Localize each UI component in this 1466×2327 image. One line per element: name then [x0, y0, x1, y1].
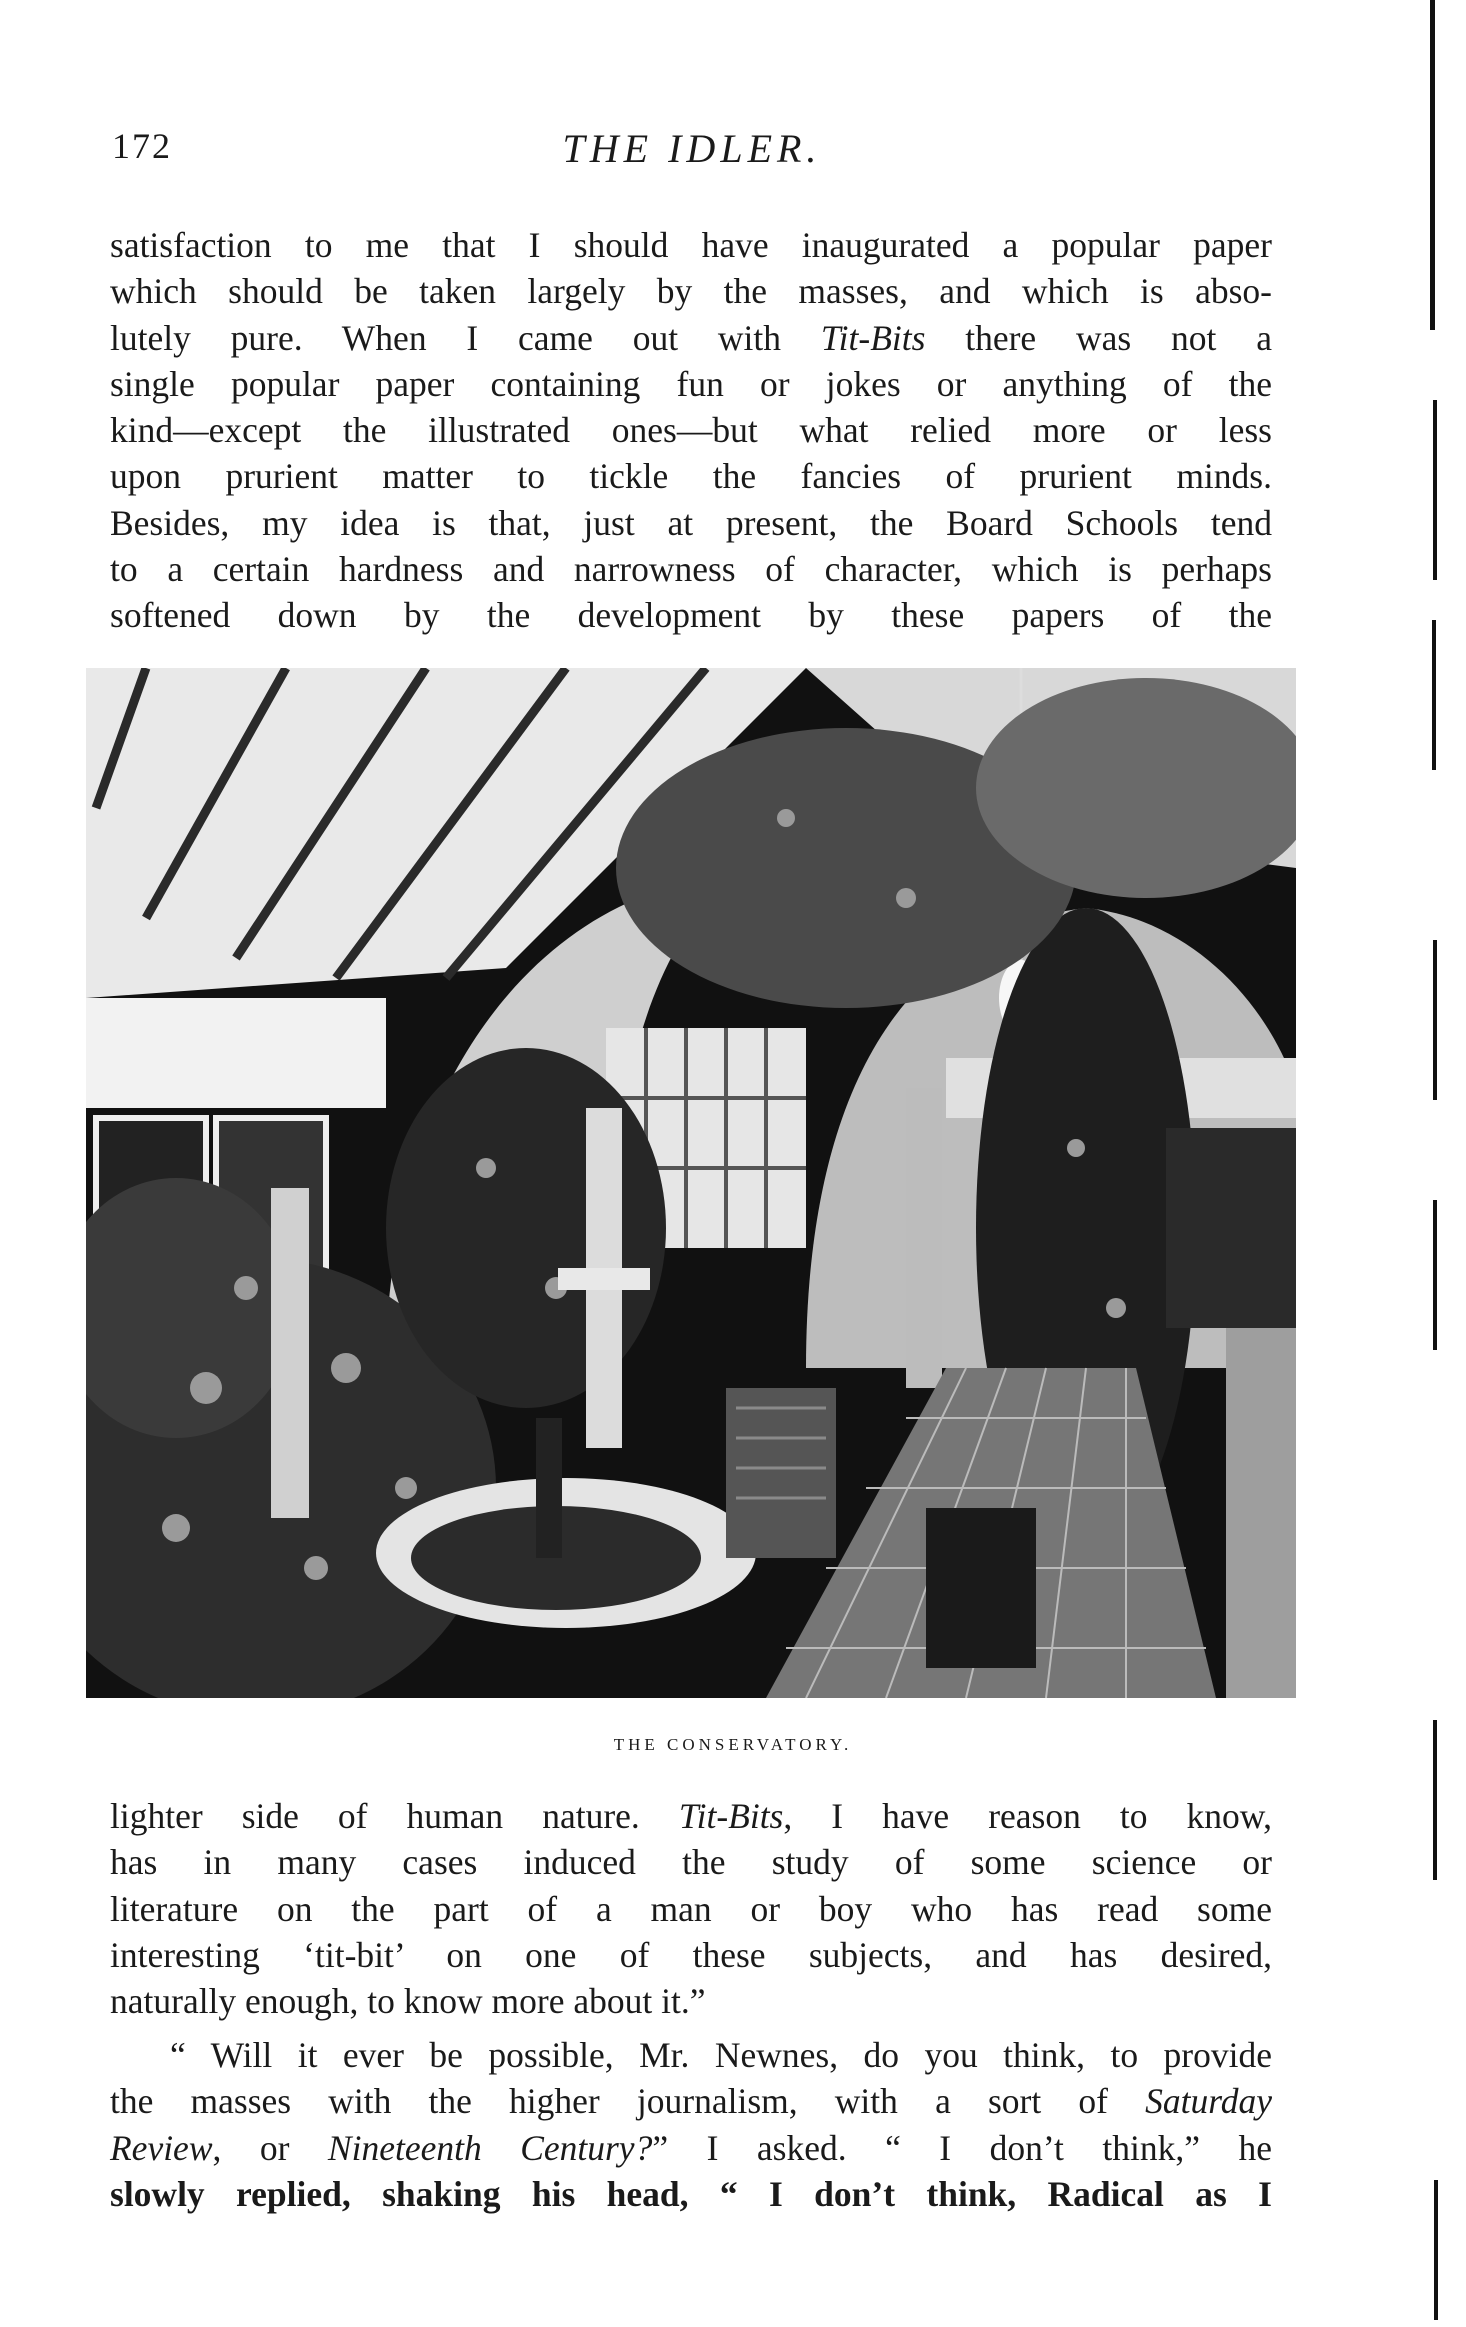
paragraph-2 [110, 1793, 1272, 2024]
text-line: which should be taken largely by the masses, and which is abso- [110, 271, 1272, 312]
running-title: THE IDLER. [562, 126, 822, 171]
conservatory-illustration [86, 668, 1296, 1698]
page-header [112, 125, 1272, 175]
paragraph-3 [110, 2032, 1272, 2217]
italic-title: Saturday [1145, 2081, 1272, 2122]
text-line: lutely pure. When I came out with Tit-Bits there was not a [110, 317, 1272, 358]
text-line: lighter side of human nature. Tit-Bits, I have reason to know, [110, 1796, 1272, 1836]
text-line: Besides, my idea is that, just at present, the Board Schools tend [110, 502, 1272, 543]
italic-title: Nineteenth Century? [327, 2127, 653, 2168]
figure-caption: THE CONSERVATORY. [613, 1735, 853, 1754]
scan-edge-mark [1433, 400, 1437, 580]
text-line: upon prurient matter to tickle the fancies of prurient minds. [110, 456, 1272, 497]
text-line: naturally enough, to know more about it.” [110, 1981, 706, 2022]
conservatory-photo [86, 668, 1296, 1698]
text-line: kind—except the illustrated ones—but what relied more or less [110, 410, 1272, 451]
scan-edge-mark [1433, 1720, 1437, 1880]
page-number: 172 [112, 126, 172, 166]
scan-edge-mark [1433, 1200, 1437, 1350]
text-line: softened down by the development by these papers of the [110, 595, 1272, 636]
paragraph-1 [110, 222, 1272, 639]
text-line: “ Will it ever be possible, Mr. Newnes, do you think, to provide [170, 2035, 1272, 2075]
text-line: interesting ‘tit-bit’ on one of these subjects, and has desired, [110, 1934, 1272, 1975]
italic-title: Tit-Bits [820, 317, 926, 358]
scan-edge-mark [1434, 2180, 1438, 2320]
text-line: to a certain hardness and narrowness of character, which is perhaps [110, 549, 1272, 590]
text-line: single popular paper containing fun or jokes or anything of the [110, 363, 1272, 404]
text-line: satisfaction to me that I should have inaugurated a popular paper [110, 225, 1272, 265]
scan-edge-mark [1432, 620, 1436, 770]
text-line: slowly replied, shaking his head, “ I don’t think, Radical as I [110, 2173, 1272, 2214]
text-line: has in many cases induced the study of some science or [110, 1842, 1272, 1883]
italic-title: Tit-Bits [678, 1796, 784, 1836]
scan-edge-mark [1433, 940, 1437, 1100]
text-line: the masses with the higher journalism, with a sort of Saturday [110, 2081, 1272, 2122]
scan-edge-mark [1430, 0, 1435, 330]
text-line: Review, or Nineteenth Century?” I asked. “ I don’t think,” he [110, 2127, 1272, 2168]
italic-title: Review [110, 2127, 213, 2168]
text-line: literature on the part of a man or boy who has read some [110, 1888, 1272, 1929]
